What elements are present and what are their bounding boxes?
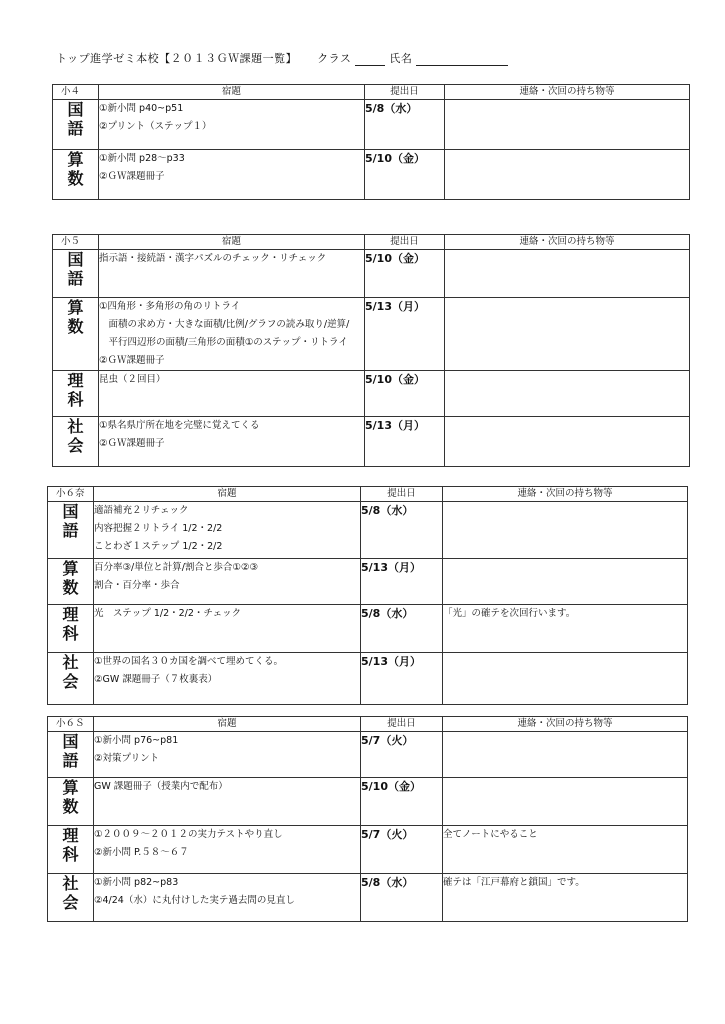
due-cell: 5/7（火） (361, 732, 443, 778)
section-table-sho4 (52, 84, 690, 200)
subject-cell: 算 数 (53, 298, 99, 371)
due-cell: 5/8（水） (365, 100, 445, 150)
grade-label: 小６Ｓ (48, 717, 94, 732)
notes-header: 連絡・次回の持ち物等 (443, 717, 688, 732)
table-row (53, 371, 690, 417)
due-cell: 5/13（月） (365, 417, 445, 467)
notes-cell: 「光」の確テを次回行います。 (443, 605, 688, 653)
tasks-cell: GW 課題冊子（授業内で配布） (94, 778, 361, 826)
notes-cell: 全てノートにやること (443, 826, 688, 874)
tasks-cell: 百分率③/単位と計算/割合と歩合①②③ 割合・百分率・歩合 (94, 559, 361, 605)
tasks-cell: ①新小問 p28～p33 ②ＧＷ課題冊子 (99, 150, 365, 200)
due-header: 提出日 (365, 85, 445, 100)
tasks-cell: ①四角形・多角形の角のリトライ 面積の求め方・大きな面積/比例/グラフの読み取り/逆算/ 平行四辺形の面積/三角形の面積①のステップ・リトライ ②ＧＷ課題冊子 (99, 298, 365, 371)
table-row (53, 250, 690, 298)
tasks-cell: ①新小問 p40~p51 ②プリント（ステップ１） (99, 100, 365, 150)
notes-cell (443, 502, 688, 559)
table-row (48, 502, 688, 559)
tasks-cell: ①県名県庁所在地を完璧に覚えてくる ②ＧＷ課題冊子 (99, 417, 365, 467)
subject-cell: 算 数 (48, 778, 94, 826)
table-header-row (48, 487, 688, 502)
name-label: 氏名 (389, 52, 413, 65)
subject-cell: 社 会 (48, 874, 94, 922)
tasks-cell: 指示語・接続語・漢字パズルのチェック・リチェック (99, 250, 365, 298)
due-cell: 5/10（金） (365, 150, 445, 200)
table-row (48, 826, 688, 874)
table-row (53, 150, 690, 200)
due-cell: 5/13（月） (361, 653, 443, 705)
notes-cell (445, 298, 690, 371)
notes-header: 連絡・次回の持ち物等 (445, 235, 690, 250)
homework-header: 宿題 (99, 85, 365, 100)
notes-cell (445, 150, 690, 200)
subject-cell: 算 数 (53, 150, 99, 200)
grade-label: 小５ (53, 235, 99, 250)
due-cell: 5/10（金） (365, 250, 445, 298)
table-row (48, 732, 688, 778)
tasks-cell: 光 ステップ 1/2・2/2・チェック (94, 605, 361, 653)
notes-header: 連絡・次回の持ち物等 (443, 487, 688, 502)
notes-cell (445, 250, 690, 298)
homework-header: 宿題 (94, 487, 361, 502)
notes-cell: 確テは「江戸幕府と鎖国」です。 (443, 874, 688, 922)
class-blank (355, 54, 385, 66)
homework-header: 宿題 (94, 717, 361, 732)
notes-header: 連絡・次回の持ち物等 (445, 85, 690, 100)
subject-cell: 理 科 (48, 605, 94, 653)
tasks-cell: ①世界の国名３０カ国を調べて埋めてくる。 ②GW 課題冊子（７枚裏表） (94, 653, 361, 705)
table-row (48, 559, 688, 605)
name-blank (416, 54, 508, 66)
section-table-sho5 (52, 234, 690, 467)
homework-header: 宿題 (99, 235, 365, 250)
table-row (53, 298, 690, 371)
notes-cell (445, 371, 690, 417)
subject-cell: 国 語 (48, 732, 94, 778)
subject-cell: 国 語 (53, 100, 99, 150)
table-row (53, 100, 690, 150)
section-table-sho6s (47, 716, 688, 922)
table-row (48, 778, 688, 826)
due-header: 提出日 (361, 487, 443, 502)
table-header-row (53, 85, 690, 100)
notes-cell (443, 653, 688, 705)
table-row (48, 874, 688, 922)
tasks-cell: 適語補充２リチェック 内容把握２リトライ 1/2・2/2 ことわざ１ステップ 1/2・2/2 (94, 502, 361, 559)
due-header: 提出日 (361, 717, 443, 732)
table-row (53, 417, 690, 467)
subject-cell: 算 数 (48, 559, 94, 605)
due-cell: 5/8（水） (361, 605, 443, 653)
subject-cell: 国 語 (48, 502, 94, 559)
notes-cell (445, 417, 690, 467)
due-cell: 5/13（月） (361, 559, 443, 605)
tasks-cell: ①新小問 p76~p81 ②対策プリント (94, 732, 361, 778)
page-title: トップ進学ゼミ本校【２０１３ＧＷ課題一覧】 (56, 52, 298, 65)
tasks-cell: ①２００９～２０１２の実力テストやり直し ②新小問 P.５８～６７ (94, 826, 361, 874)
page-header (56, 50, 508, 66)
due-cell: 5/8（水） (361, 502, 443, 559)
notes-cell (443, 559, 688, 605)
subject-cell: 社 会 (53, 417, 99, 467)
grade-label: 小４ (53, 85, 99, 100)
due-cell: 5/10（金） (361, 778, 443, 826)
due-cell: 5/7（火） (361, 826, 443, 874)
class-label: クラス (317, 52, 352, 65)
grade-label: 小６奈 (48, 487, 94, 502)
subject-cell: 理 科 (53, 371, 99, 417)
tasks-cell: 昆虫（２回目） (99, 371, 365, 417)
table-header-row (48, 717, 688, 732)
table-row (48, 605, 688, 653)
due-header: 提出日 (365, 235, 445, 250)
table-header-row (53, 235, 690, 250)
section-table-sho6na (47, 486, 688, 705)
table-row (48, 653, 688, 705)
notes-cell (445, 100, 690, 150)
notes-cell (443, 778, 688, 826)
due-cell: 5/8（水） (361, 874, 443, 922)
notes-cell (443, 732, 688, 778)
due-cell: 5/10（金） (365, 371, 445, 417)
subject-cell: 理 科 (48, 826, 94, 874)
due-cell: 5/13（月） (365, 298, 445, 371)
tasks-cell: ①新小問 p82~p83 ②4/24（水）に丸付けした実テ過去問の見直し (94, 874, 361, 922)
subject-cell: 社 会 (48, 653, 94, 705)
subject-cell: 国 語 (53, 250, 99, 298)
